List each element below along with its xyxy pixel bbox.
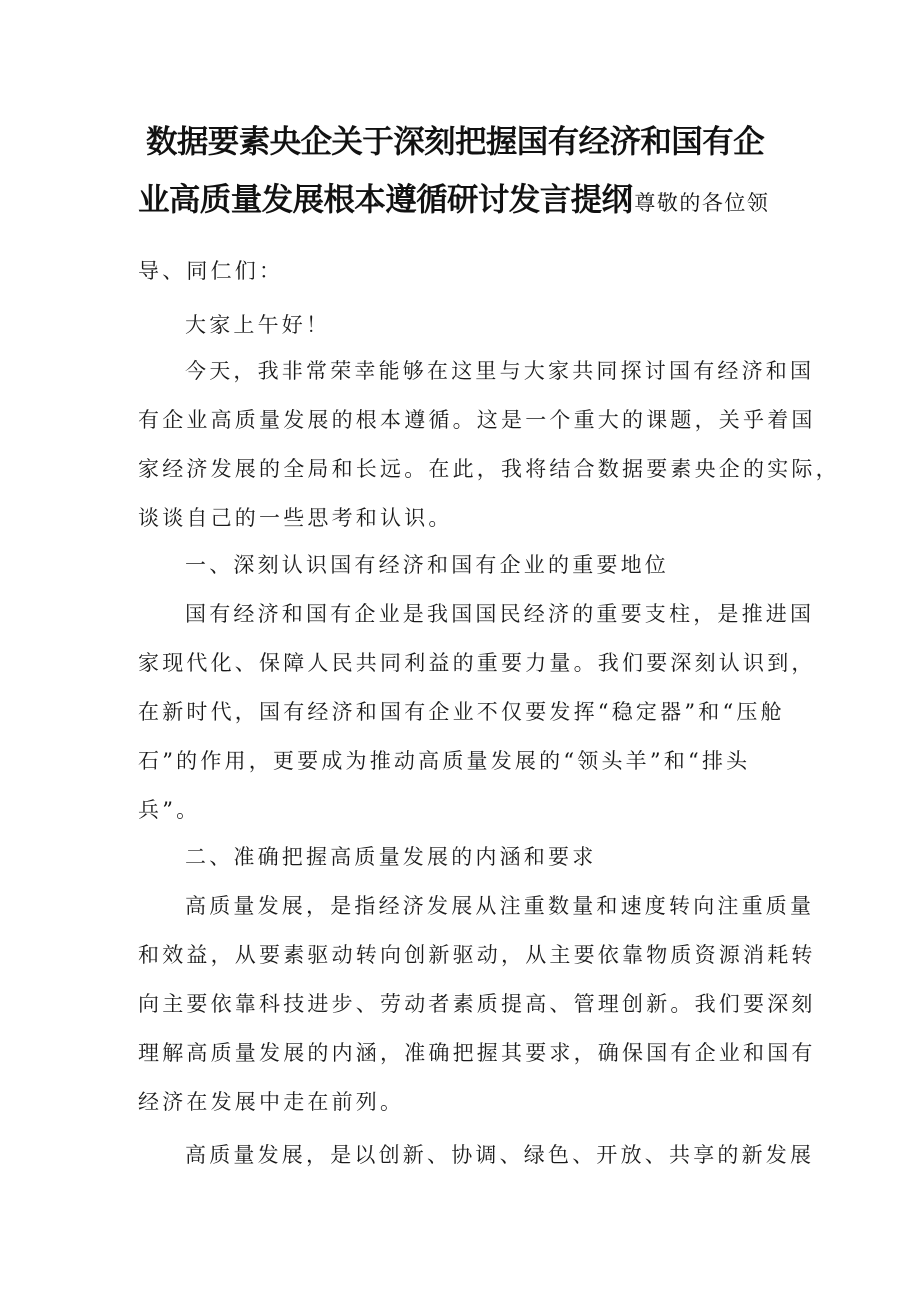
paragraph-line: 兵”。 [138,798,201,822]
salutation-end: 导、同仁们： [138,259,284,283]
salutation-start: 尊敬的各位领 [634,191,770,215]
paragraph-line: 向主要依靠科技进步、劳动者素质提高、管理创新。我们要深刻 [138,992,816,1016]
paragraph-line: 家现代化、保障人民共同利益的重要力量。我们要深刻认识到， [138,651,816,675]
paragraph-line: 理解高质量发展的内涵，准确把握其要求，确保国有企业和国有 [138,1041,816,1065]
paragraph-line: 经济在发展中走在前列。 [138,1090,405,1114]
paragraph-line: 和效益，从要素驱动转向创新驱动，从主要依靠物质资源消耗转 [138,943,816,967]
document-title-line-1: 数据要素央企关于深刻把握国有经济和国有企 [146,124,765,160]
paragraph-line: 国有经济和国有企业是我国国民经济的重要支柱，是推进国 [185,602,815,626]
document-title-text: 业高质量发展根本遵循研讨发言提纲 [138,182,633,218]
paragraph-line: 今天，我非常荣幸能够在这里与大家共同探讨国有经济和国 [185,359,815,383]
section-heading-1: 一、深刻认识国有经济和国有企业的重要地位 [185,553,669,577]
paragraph-line: 谈谈自己的一些思考和认识。 [138,506,453,530]
paragraph-line: 石”的作用，更要成为推动高质量发展的“领头羊”和“排头 [138,749,751,773]
document-title-line-2 [138,180,769,223]
paragraph-line: 高质量发展，是以创新、协调、绿色、开放、共享的新发展 [185,1143,815,1167]
paragraph-line: 高质量发展，是指经济发展从注重数量和速度转向注重质量 [185,894,815,918]
section-heading-2: 二、准确把握高质量发展的内涵和要求 [185,845,597,869]
paragraph-line: 在新时代，国有经济和国有企业不仅要发挥“稳定器”和“压舱 [138,700,785,724]
greeting-line: 大家上午好！ [185,313,331,337]
paragraph-line: 家经济发展的全局和长远。在此，我将结合数据要素央企的实际， [138,457,840,481]
paragraph-line: 有企业高质量发展的根本遵循。这是一个重大的课题，关乎着国 [138,408,816,432]
